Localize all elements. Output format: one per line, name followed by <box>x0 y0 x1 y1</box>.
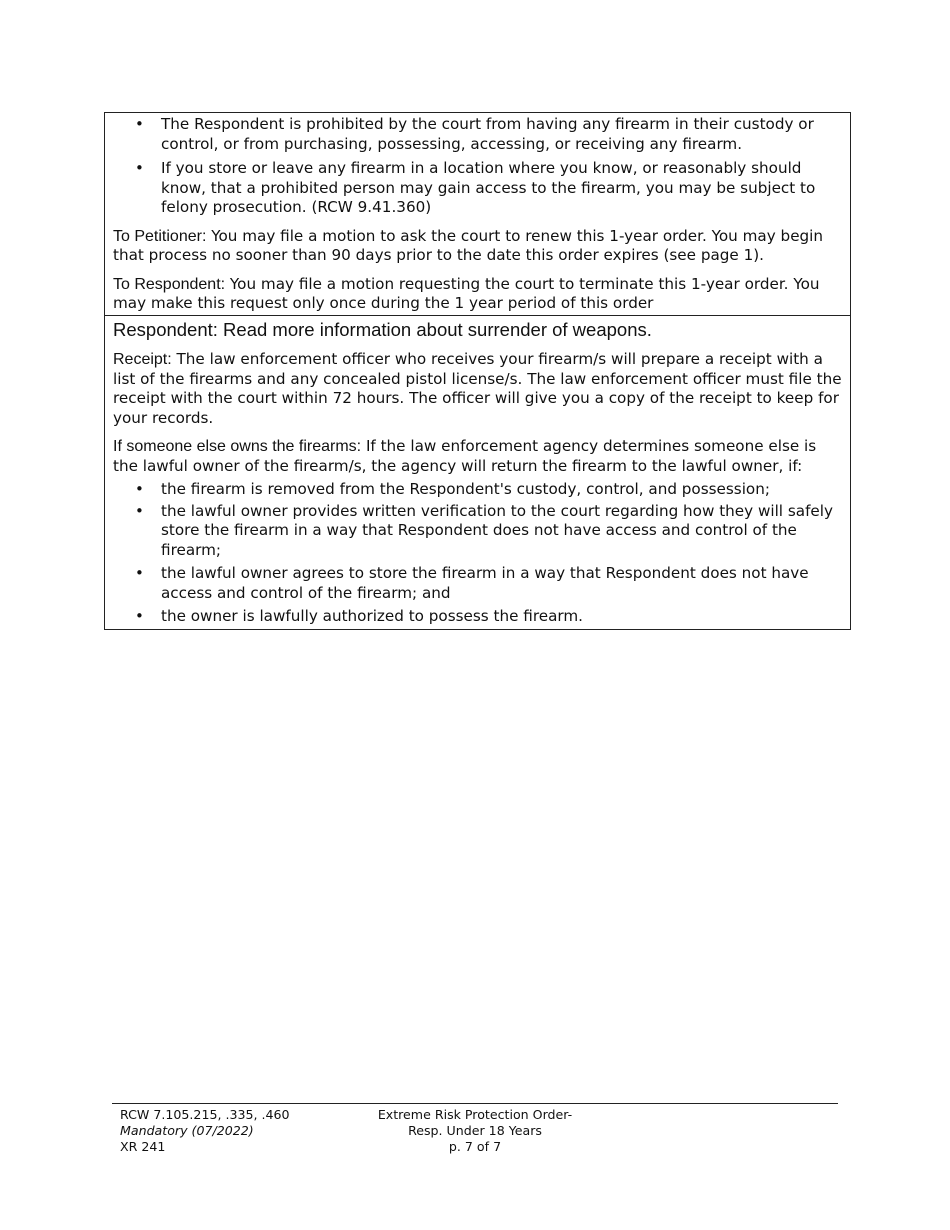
footer-divider <box>112 1103 838 1104</box>
footer-page-number: p. 7 of 7 <box>448 1139 502 1154</box>
footer-form-info <box>120 1107 290 1155</box>
bullet-icon: • <box>135 501 144 520</box>
bullet-icon: • <box>135 115 144 133</box>
owner-lead: If someone else owns the firearms: <box>113 438 362 455</box>
footer-title-line1: Extreme Risk Protection Order- <box>377 1107 573 1122</box>
list-item: • If you store or leave any firearm in a location where you know, or reasonably should know, that a prohibited person may gain access to the firearm, you may be subject to felony prosecution. (RCW 9.41.360) <box>135 159 816 216</box>
petitioner-note <box>113 227 842 266</box>
receipt-paragraph <box>113 350 842 428</box>
respondent-lead: To Respondent: <box>113 275 226 293</box>
respondent-note <box>113 275 842 314</box>
footer-form-number: XR 241 <box>120 1139 166 1154</box>
list-item: • The Respondent is prohibited by the court from having any firearm in their custody or control, or from purchasing, possessing, accessing, or receiving any firearm. <box>135 115 814 153</box>
respondent-text: You may file a motion requesting the court to terminate this 1-year order. You may make this request only once during the 1 year period of this order <box>113 274 820 312</box>
bullet-icon: • <box>135 159 144 177</box>
footer-title-line2: Resp. Under 18 Years <box>408 1123 542 1138</box>
section-heading: Respondent: Read more information about surrender of weapons. <box>113 319 652 340</box>
footer-statute: RCW 7.105.215, .335, .460 <box>120 1107 290 1122</box>
footer-mandatory: Mandatory (07/2022) <box>120 1123 254 1138</box>
list-item: • the lawful owner agrees to store the firearm in a way that Respondent does not have access and control of the firearm; and <box>135 564 809 602</box>
firearm-warnings-section <box>104 112 851 316</box>
bullet-icon: • <box>135 480 144 498</box>
bullet-icon: • <box>135 564 144 582</box>
owner-text: If the law enforcement agency determines someone else is the lawful owner of the firearm/s, the agency will return the firearm to the lawful owner, if: <box>113 437 817 475</box>
surrender-information-section <box>104 315 851 630</box>
owner-paragraph <box>113 437 842 476</box>
warning-list <box>105 115 850 218</box>
petitioner-lead: To Petitioner: <box>113 227 207 245</box>
list-item: • the lawful owner provides written verification to the court regarding how they will safely store the firearm in a way that Respondent does not have access and control of the firearm; <box>135 501 833 559</box>
footer-form-title <box>300 1107 650 1155</box>
petitioner-text: You may file a motion to ask the court to renew this 1-year order. You may begin that process no sooner than 90 days prior to the date this order expires (see page 1). <box>113 226 824 264</box>
receipt-lead: Receipt: <box>113 351 172 368</box>
bullet-icon: • <box>135 607 144 625</box>
list-item: • the firearm is removed from the Respondent's custody, control, and possession; <box>135 480 770 498</box>
return-conditions-list <box>105 480 850 627</box>
receipt-text: The law enforcement officer who receives your firearm/s will prepare a receipt with a list of the firearms and any concealed pistol license/s. The law enforcement officer must file the receipt with the court within 72 hours. The officer will give you a copy of the receipt to keep for your records. <box>113 350 842 427</box>
list-item: • the owner is lawfully authorized to possess the firearm. <box>135 607 584 625</box>
